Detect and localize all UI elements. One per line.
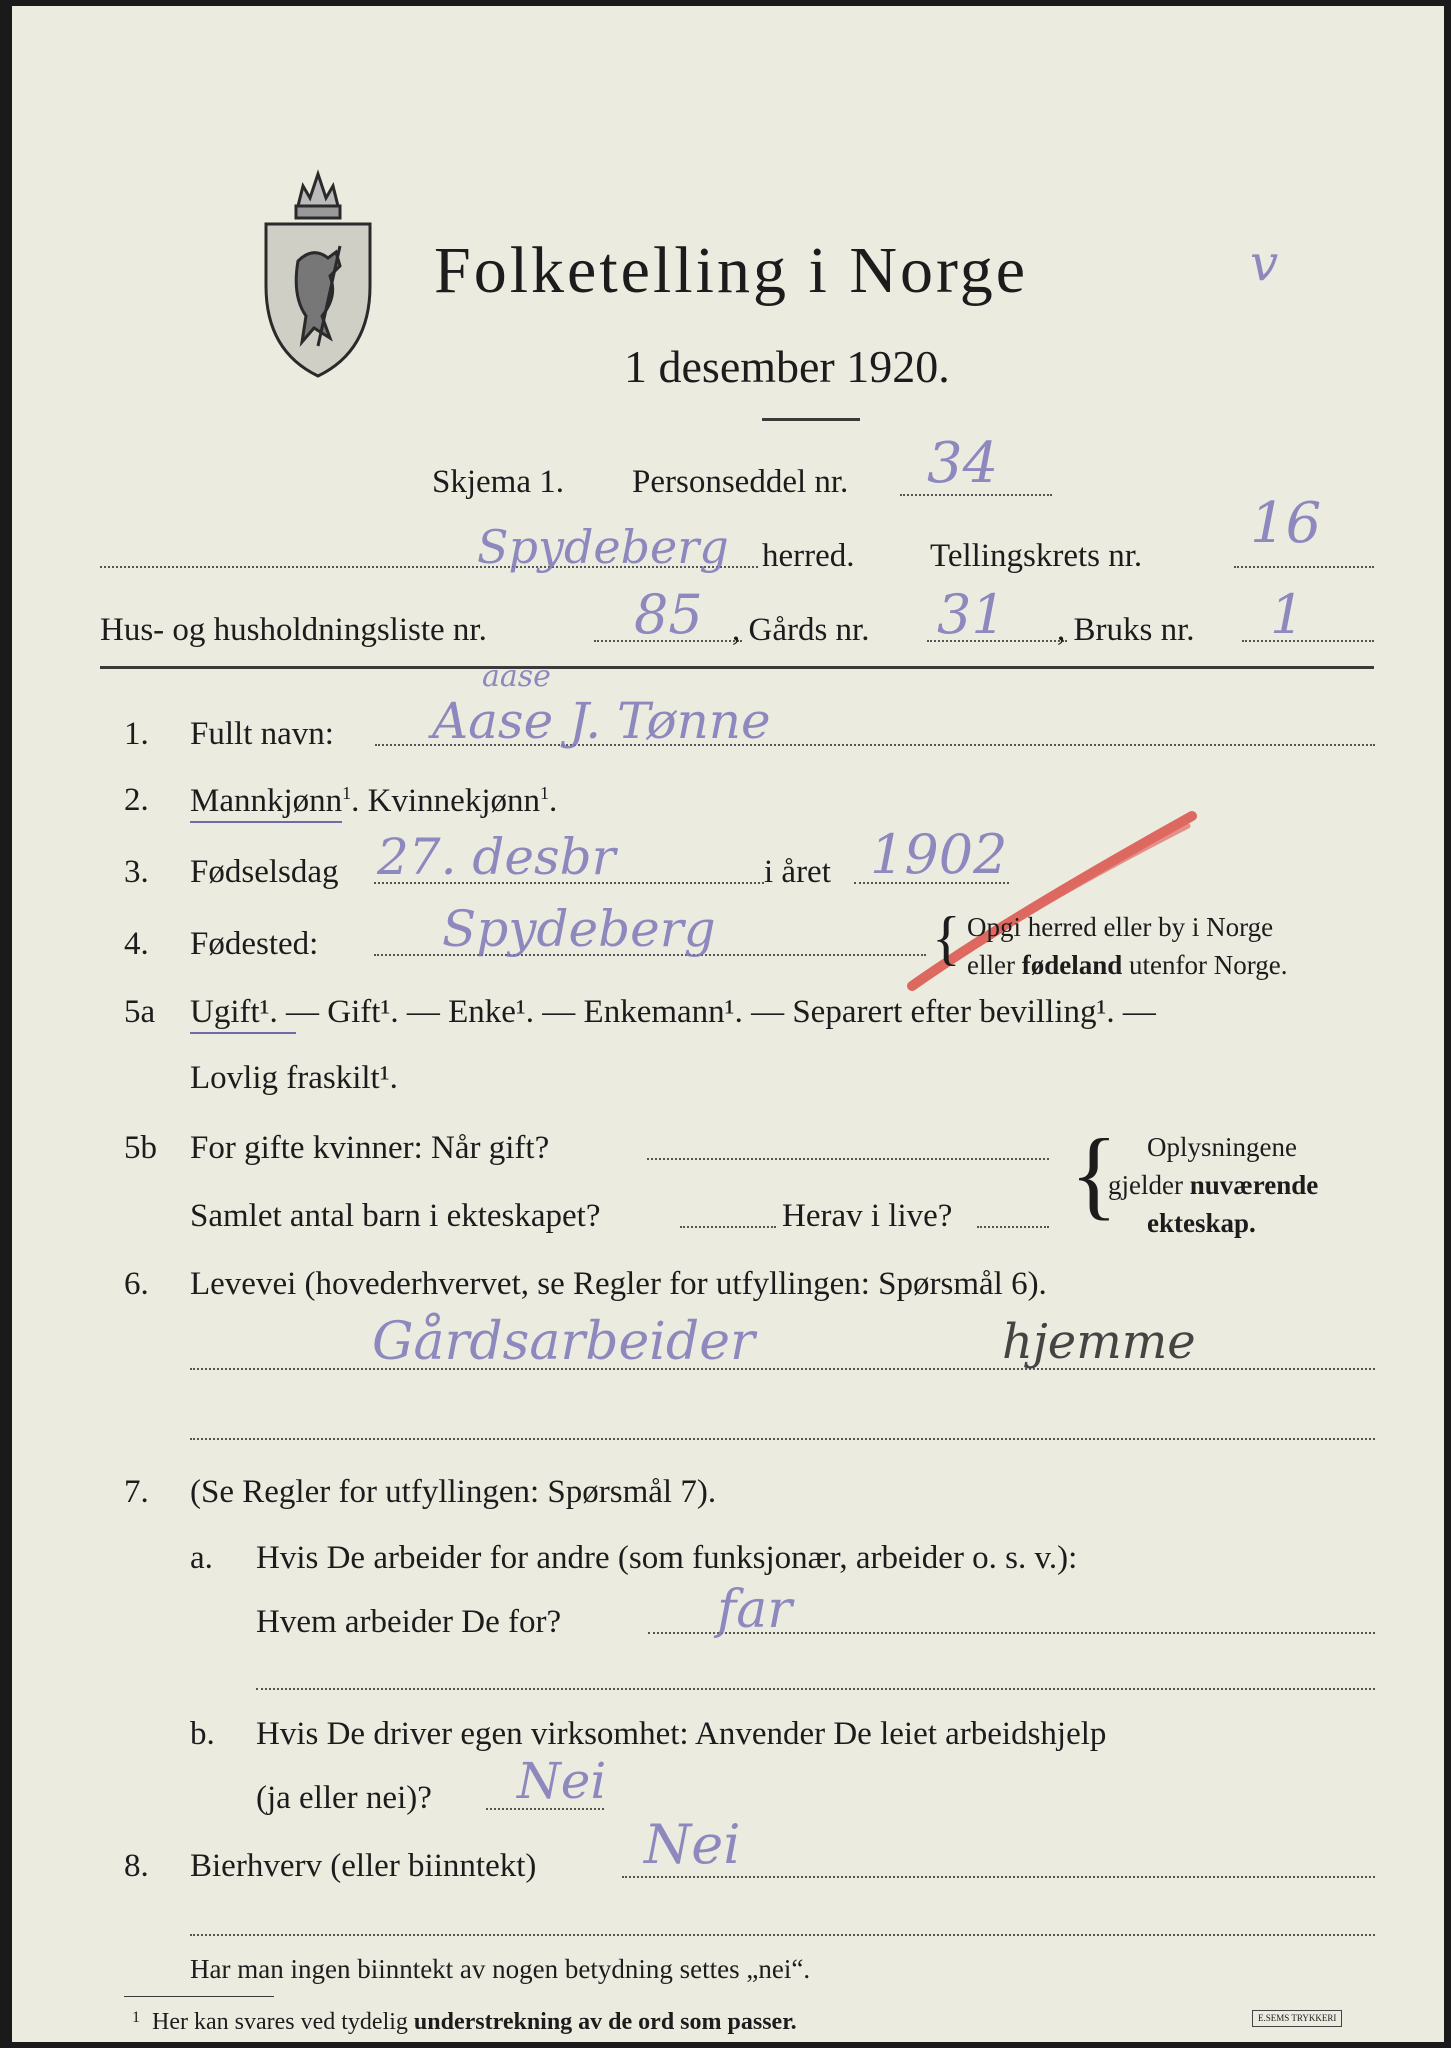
footnote-text-a: Her kan svares ved tydelig — [152, 2009, 414, 2035]
form-title: Folketelling i Norge — [434, 234, 1029, 307]
printer-mark: E.SEMS TRYKKERI — [1252, 2010, 1342, 2027]
husliste-value: 85 — [634, 583, 703, 646]
full-name-value: Aase J. Tønne — [432, 692, 771, 750]
tellingskrets-value: 16 — [1250, 491, 1322, 556]
side-income-field[interactable] — [622, 1876, 1375, 1878]
q2-number: 2. — [124, 782, 149, 818]
herred-value: Spydeberg — [477, 520, 729, 574]
schema-label: Skjema 1. — [432, 464, 564, 500]
occupation-value-2: hjemme — [1002, 1314, 1196, 1370]
hired-help-value: Nei — [517, 1752, 607, 1810]
female-footnote-mark: 1 — [540, 783, 549, 803]
brace-5b: { — [1070, 1118, 1118, 1229]
note-5b-line3: ekteskap. — [1147, 1208, 1256, 1238]
birthplace-note-line1: Opgi herred eller by i Norge — [967, 912, 1274, 942]
children-total-label: Samlet antal barn i ekteskapet? — [190, 1198, 601, 1234]
marital-status-options[interactable]: Ugift¹. — Gift¹. — Enke¹. — Enkemann¹. — Separert efter bevilling¹. — — [190, 994, 1156, 1030]
note-5b-line1: Oplysningene — [1147, 1132, 1297, 1162]
form-date: 1 desember 1920. — [624, 341, 950, 392]
q1-label: Fullt navn: — [190, 716, 334, 752]
full-name-correction: aase — [482, 659, 551, 694]
birthplace-value: Spydeberg — [442, 900, 716, 958]
footnote-number: 1 — [132, 2009, 140, 2026]
title-divider — [762, 418, 860, 421]
employer-field-2[interactable] — [256, 1688, 1375, 1690]
q5a-number: 5a — [124, 994, 156, 1030]
occupation-field-1[interactable] — [190, 1368, 1375, 1370]
ugift-underline — [190, 1032, 296, 1034]
bruks-label: , Bruks nr. — [1057, 612, 1195, 648]
q7a-letter: a. — [190, 1540, 213, 1576]
footer-note: Har man ingen biinntekt av nogen betydning settes „nei“. — [190, 1954, 811, 1984]
q1-number: 1. — [124, 716, 149, 752]
q8-number: 8. — [124, 1848, 149, 1884]
q4-number: 4. — [124, 926, 149, 962]
marital-status-line2[interactable]: Lovlig fraskilt¹. — [190, 1060, 398, 1096]
married-when-label: For gifte kvinner: Når gift? — [190, 1130, 550, 1166]
tellingskrets-label: Tellingskrets nr. — [930, 538, 1143, 574]
bruks-value: 1 — [1270, 583, 1305, 646]
q4-label: Fødested: — [190, 926, 319, 962]
q6-label: Levevei (hovederhvervet, se Regler for utfyllingen: Spørsmål 6). — [190, 1266, 1047, 1302]
tellingskrets-field[interactable] — [1234, 566, 1374, 568]
section-divider — [100, 666, 1374, 669]
male-option[interactable]: Mannkjønn — [190, 783, 342, 823]
children-total-field[interactable] — [680, 1226, 776, 1228]
female-option[interactable]: Kvinnekjønn — [367, 783, 540, 819]
side-income-field-2[interactable] — [190, 1934, 1375, 1936]
q6-number: 6. — [124, 1266, 149, 1302]
q5b-number: 5b — [124, 1130, 157, 1166]
birthday-value: 27. desbr — [377, 828, 616, 886]
birth-year-value: 1902 — [870, 823, 1008, 886]
q3-number: 3. — [124, 854, 149, 890]
q7-label: (Se Regler for utfyllingen: Spørsmål 7). — [190, 1474, 717, 1510]
option-separator: . — [351, 783, 368, 819]
q7a-label: Hvis De arbeider for andre (som funksjonær, arbeider o. s. v.): — [256, 1540, 1078, 1576]
option-end: . — [549, 783, 558, 819]
gaards-value: 31 — [937, 583, 1006, 646]
q7b-letter: b. — [190, 1716, 215, 1752]
birthplace-note-c: utenfor Norge. — [1122, 950, 1288, 980]
footnote-rule — [124, 1996, 274, 1997]
male-footnote-mark: 1 — [342, 783, 352, 803]
children-alive-field[interactable] — [977, 1226, 1049, 1228]
footnote — [132, 2010, 797, 2034]
birthplace-note-b: fødeland — [1021, 950, 1123, 980]
occupation-value: Gårdsarbeider — [372, 1312, 755, 1372]
coat-of-arms-icon — [258, 166, 378, 381]
hired-help-label: (ja eller nei)? — [256, 1780, 432, 1816]
corner-mark: v — [1250, 234, 1279, 292]
birthplace-note-line2 — [967, 952, 1287, 979]
year-label: i året — [764, 854, 831, 890]
brace: { — [932, 905, 961, 971]
bruks-field[interactable] — [1242, 640, 1374, 642]
birthplace-note-a: eller — [967, 950, 1022, 980]
employer-label: Hvem arbeider De for? — [256, 1604, 562, 1640]
q7b-label: Hvis De driver egen virksomhet: Anvender De leiet arbeidshjelp — [256, 1716, 1107, 1752]
side-income-value: Nei — [644, 1813, 741, 1876]
married-when-field[interactable] — [647, 1158, 1049, 1160]
q2-options — [190, 784, 557, 818]
occupation-field-2[interactable] — [190, 1438, 1375, 1440]
note-5b-line2 — [1108, 1172, 1318, 1199]
footnote-text-b: understrekning av de ord som passer. — [413, 2009, 797, 2035]
husliste-label: Hus- og husholdningsliste nr. — [100, 612, 487, 648]
herred-label: herred. — [762, 538, 855, 574]
note-5b-b: nuværende — [1189, 1170, 1319, 1200]
personseddel-label: Personseddel nr. — [632, 464, 849, 500]
q8-label: Bierhverv (eller biinntekt) — [190, 1848, 537, 1884]
note-5b-a: gjelder — [1108, 1170, 1190, 1200]
personseddel-value: 34 — [927, 431, 999, 496]
q3-label: Fødselsdag — [190, 854, 339, 890]
children-alive-label: Herav i live? — [782, 1198, 953, 1234]
gaards-label: , Gårds nr. — [732, 612, 870, 648]
q7-number: 7. — [124, 1474, 149, 1510]
census-form — [12, 6, 1444, 2042]
employer-value: far — [717, 1580, 793, 1640]
